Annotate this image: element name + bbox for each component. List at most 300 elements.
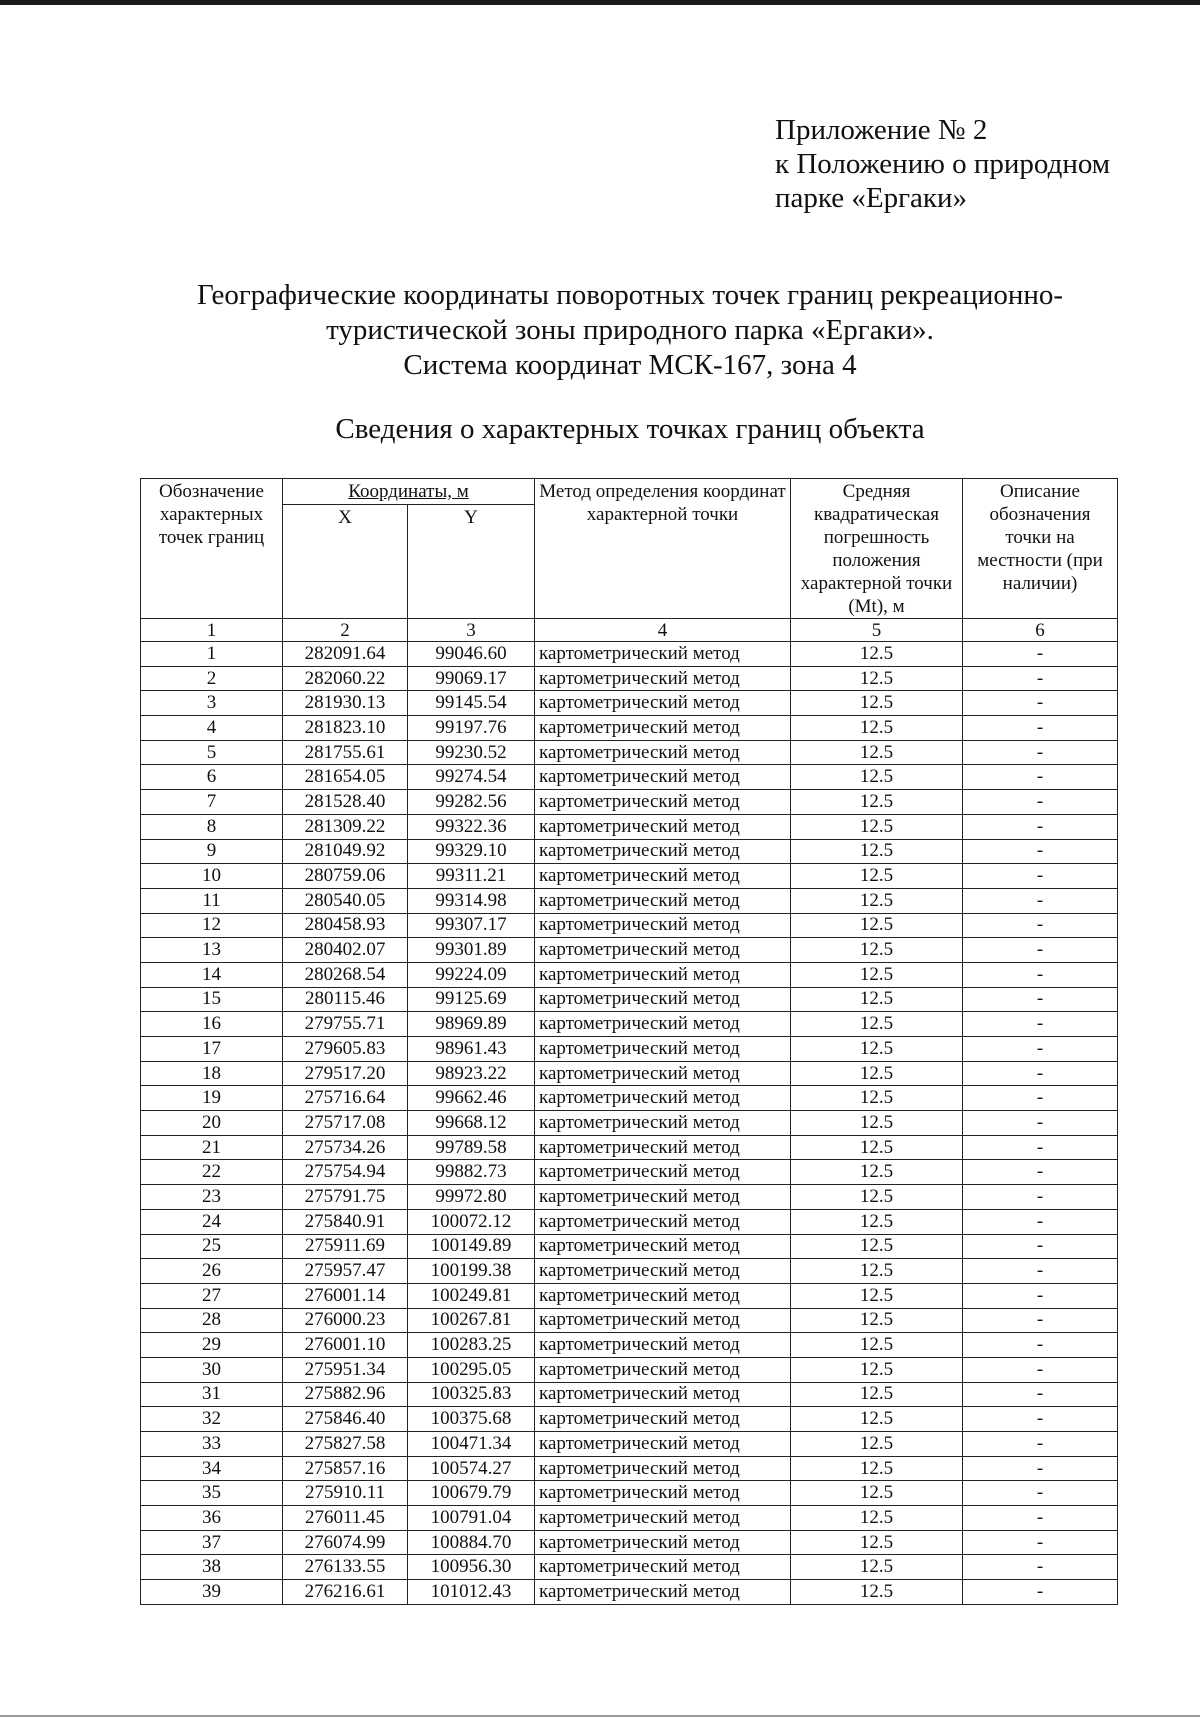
error-cell: 12.5 — [791, 1012, 963, 1037]
y-coordinate-cell: 98969.89 — [408, 1012, 535, 1037]
point-number-cell: 1 — [141, 642, 283, 667]
error-cell: 12.5 — [791, 913, 963, 938]
y-coordinate-cell: 98961.43 — [408, 1037, 535, 1062]
table-row — [141, 790, 1118, 815]
description-cell: - — [963, 1111, 1118, 1136]
description-cell: - — [963, 839, 1118, 864]
column-number: 6 — [963, 619, 1118, 642]
point-number-cell: 19 — [141, 1086, 283, 1111]
appendix-note — [775, 113, 1110, 215]
x-coordinate-cell: 276011.45 — [283, 1506, 408, 1531]
error-cell: 12.5 — [791, 1135, 963, 1160]
description-cell: - — [963, 864, 1118, 889]
x-coordinate-cell: 275840.91 — [283, 1209, 408, 1234]
table-row — [141, 740, 1118, 765]
y-coordinate-cell: 100072.12 — [408, 1209, 535, 1234]
method-cell: картометрический метод — [535, 1308, 791, 1333]
y-coordinate-cell: 99662.46 — [408, 1086, 535, 1111]
point-number-cell: 22 — [141, 1160, 283, 1185]
method-cell: картометрический метод — [535, 1432, 791, 1457]
table-row — [141, 1481, 1118, 1506]
description-cell: - — [963, 765, 1118, 790]
x-coordinate-cell: 280402.07 — [283, 938, 408, 963]
point-number-cell: 33 — [141, 1432, 283, 1457]
table-row — [141, 1012, 1118, 1037]
point-number-cell: 6 — [141, 765, 283, 790]
point-number-cell: 21 — [141, 1135, 283, 1160]
header-designation: Обозначение характерных точек границ — [141, 479, 283, 619]
column-number: 4 — [535, 619, 791, 642]
y-coordinate-cell: 100149.89 — [408, 1234, 535, 1259]
x-coordinate-cell: 279517.20 — [283, 1061, 408, 1086]
description-cell: - — [963, 987, 1118, 1012]
x-coordinate-cell: 281755.61 — [283, 740, 408, 765]
error-cell: 12.5 — [791, 642, 963, 667]
table-row — [141, 716, 1118, 741]
point-number-cell: 20 — [141, 1111, 283, 1136]
point-number-cell: 26 — [141, 1259, 283, 1284]
point-number-cell: 2 — [141, 666, 283, 691]
error-cell: 12.5 — [791, 1481, 963, 1506]
x-coordinate-cell: 275754.94 — [283, 1160, 408, 1185]
y-coordinate-cell: 99046.60 — [408, 642, 535, 667]
point-number-cell: 24 — [141, 1209, 283, 1234]
method-cell: картометрический метод — [535, 1135, 791, 1160]
method-cell: картометрический метод — [535, 1456, 791, 1481]
error-cell: 12.5 — [791, 1037, 963, 1062]
method-cell: картометрический метод — [535, 864, 791, 889]
x-coordinate-cell: 280540.05 — [283, 888, 408, 913]
point-number-cell: 10 — [141, 864, 283, 889]
x-coordinate-cell: 275857.16 — [283, 1456, 408, 1481]
error-cell: 12.5 — [791, 1382, 963, 1407]
y-coordinate-cell: 100471.34 — [408, 1432, 535, 1457]
table-row — [141, 1259, 1118, 1284]
method-cell: картометрический метод — [535, 1481, 791, 1506]
table-body — [141, 642, 1118, 1605]
point-number-cell: 25 — [141, 1234, 283, 1259]
method-cell: картометрический метод — [535, 1111, 791, 1136]
y-coordinate-cell: 99274.54 — [408, 765, 535, 790]
y-coordinate-cell: 99224.09 — [408, 962, 535, 987]
error-cell: 12.5 — [791, 814, 963, 839]
y-coordinate-cell: 99069.17 — [408, 666, 535, 691]
x-coordinate-cell: 280458.93 — [283, 913, 408, 938]
header-description: Описание обозначения точки на местности (при наличии) — [963, 479, 1118, 619]
error-cell: 12.5 — [791, 1333, 963, 1358]
x-coordinate-cell: 281654.05 — [283, 765, 408, 790]
x-coordinate-cell: 281528.40 — [283, 790, 408, 815]
y-coordinate-cell: 99668.12 — [408, 1111, 535, 1136]
method-cell: картометрический метод — [535, 716, 791, 741]
description-cell: - — [963, 666, 1118, 691]
description-cell: - — [963, 1061, 1118, 1086]
table-row — [141, 864, 1118, 889]
appendix-line-3: парке «Ергаки» — [775, 182, 967, 214]
method-cell: картометрический метод — [535, 1037, 791, 1062]
method-cell: картометрический метод — [535, 1555, 791, 1580]
document-title — [130, 278, 1130, 383]
point-number-cell: 23 — [141, 1185, 283, 1210]
x-coordinate-cell: 280115.46 — [283, 987, 408, 1012]
description-cell: - — [963, 716, 1118, 741]
error-cell: 12.5 — [791, 1086, 963, 1111]
table-row — [141, 765, 1118, 790]
point-number-cell: 27 — [141, 1283, 283, 1308]
description-cell: - — [963, 1432, 1118, 1457]
table-row — [141, 1209, 1118, 1234]
description-cell: - — [963, 1185, 1118, 1210]
y-coordinate-cell: 98923.22 — [408, 1061, 535, 1086]
error-cell: 12.5 — [791, 1160, 963, 1185]
method-cell: картометрический метод — [535, 1407, 791, 1432]
x-coordinate-cell: 275957.47 — [283, 1259, 408, 1284]
description-cell: - — [963, 1209, 1118, 1234]
y-coordinate-cell: 99322.36 — [408, 814, 535, 839]
header-method: Метод определения координат характерной точки — [535, 479, 791, 619]
y-coordinate-cell: 100295.05 — [408, 1357, 535, 1382]
x-coordinate-cell: 276001.10 — [283, 1333, 408, 1358]
column-number: 5 — [791, 619, 963, 642]
title-line-3: Система координат МСК-167, зона 4 — [403, 349, 857, 381]
x-coordinate-cell: 281823.10 — [283, 716, 408, 741]
table-row — [141, 1506, 1118, 1531]
description-cell: - — [963, 1308, 1118, 1333]
table-row — [141, 913, 1118, 938]
x-coordinate-cell: 282060.22 — [283, 666, 408, 691]
method-cell: картометрический метод — [535, 839, 791, 864]
method-cell: картометрический метод — [535, 1283, 791, 1308]
description-cell: - — [963, 1234, 1118, 1259]
description-cell: - — [963, 642, 1118, 667]
x-coordinate-cell: 275910.11 — [283, 1481, 408, 1506]
point-number-cell: 16 — [141, 1012, 283, 1037]
method-cell: картометрический метод — [535, 888, 791, 913]
y-coordinate-cell: 99882.73 — [408, 1160, 535, 1185]
description-cell: - — [963, 1333, 1118, 1358]
x-coordinate-cell: 280268.54 — [283, 962, 408, 987]
y-coordinate-cell: 100574.27 — [408, 1456, 535, 1481]
column-number: 3 — [408, 619, 535, 642]
error-cell: 12.5 — [791, 1432, 963, 1457]
table-row — [141, 1160, 1118, 1185]
table-row — [141, 1111, 1118, 1136]
point-number-cell: 35 — [141, 1481, 283, 1506]
description-cell: - — [963, 1160, 1118, 1185]
point-number-cell: 39 — [141, 1580, 283, 1605]
description-cell: - — [963, 814, 1118, 839]
method-cell: картометрический метод — [535, 1382, 791, 1407]
point-number-cell: 28 — [141, 1308, 283, 1333]
point-number-cell: 18 — [141, 1061, 283, 1086]
error-cell: 12.5 — [791, 790, 963, 815]
description-cell: - — [963, 1086, 1118, 1111]
table-row — [141, 1530, 1118, 1555]
error-cell: 12.5 — [791, 1308, 963, 1333]
description-cell: - — [963, 1012, 1118, 1037]
method-cell: картометрический метод — [535, 1160, 791, 1185]
error-cell: 12.5 — [791, 716, 963, 741]
table-row — [141, 1357, 1118, 1382]
y-coordinate-cell: 100956.30 — [408, 1555, 535, 1580]
y-coordinate-cell: 99230.52 — [408, 740, 535, 765]
method-cell: картометрический метод — [535, 1333, 791, 1358]
description-cell: - — [963, 913, 1118, 938]
y-coordinate-cell: 100267.81 — [408, 1308, 535, 1333]
table-row — [141, 1061, 1118, 1086]
page-top-edge — [0, 0, 1200, 5]
point-number-cell: 13 — [141, 938, 283, 963]
error-cell: 12.5 — [791, 1555, 963, 1580]
table-row — [141, 1432, 1118, 1457]
x-coordinate-cell: 281049.92 — [283, 839, 408, 864]
point-number-cell: 38 — [141, 1555, 283, 1580]
error-cell: 12.5 — [791, 1283, 963, 1308]
appendix-line-1: Приложение № 2 — [775, 114, 988, 146]
error-cell: 12.5 — [791, 839, 963, 864]
header-error: Средняя квадратическая погрешность положения характерной точки (Mt), м — [791, 479, 963, 619]
table-row — [141, 962, 1118, 987]
point-number-cell: 29 — [141, 1333, 283, 1358]
method-cell: картометрический метод — [535, 1580, 791, 1605]
error-cell: 12.5 — [791, 1530, 963, 1555]
method-cell: картометрический метод — [535, 691, 791, 716]
y-coordinate-cell: 100679.79 — [408, 1481, 535, 1506]
header-coordinates-label: Координаты, м — [348, 481, 469, 502]
table-row — [141, 1283, 1118, 1308]
error-cell: 12.5 — [791, 987, 963, 1012]
column-number-row — [141, 619, 1118, 642]
error-cell: 12.5 — [791, 1357, 963, 1382]
error-cell: 12.5 — [791, 1407, 963, 1432]
point-number-cell: 12 — [141, 913, 283, 938]
error-cell: 12.5 — [791, 740, 963, 765]
error-cell: 12.5 — [791, 1259, 963, 1284]
method-cell: картометрический метод — [535, 1530, 791, 1555]
x-coordinate-cell: 275717.08 — [283, 1111, 408, 1136]
x-coordinate-cell: 275882.96 — [283, 1382, 408, 1407]
description-cell: - — [963, 1357, 1118, 1382]
x-coordinate-cell: 276001.14 — [283, 1283, 408, 1308]
method-cell: картометрический метод — [535, 1357, 791, 1382]
y-coordinate-cell: 100283.25 — [408, 1333, 535, 1358]
table-row — [141, 1382, 1118, 1407]
error-cell: 12.5 — [791, 1580, 963, 1605]
method-cell: картометрический метод — [535, 1061, 791, 1086]
header-x: X — [283, 504, 408, 618]
header-coordinates — [283, 479, 535, 505]
x-coordinate-cell: 276000.23 — [283, 1308, 408, 1333]
point-number-cell: 32 — [141, 1407, 283, 1432]
table-row — [141, 1185, 1118, 1210]
table-row — [141, 987, 1118, 1012]
x-coordinate-cell: 275791.75 — [283, 1185, 408, 1210]
description-cell: - — [963, 1037, 1118, 1062]
error-cell: 12.5 — [791, 765, 963, 790]
x-coordinate-cell: 275911.69 — [283, 1234, 408, 1259]
table-row — [141, 1086, 1118, 1111]
x-coordinate-cell: 280759.06 — [283, 864, 408, 889]
table-row — [141, 1555, 1118, 1580]
table-row — [141, 642, 1118, 667]
title-line-1: Географические координаты поворотных точек границ рекреационно- — [196, 279, 1064, 311]
description-cell: - — [963, 962, 1118, 987]
y-coordinate-cell: 100791.04 — [408, 1506, 535, 1531]
appendix-line-2: к Положению о природном — [775, 148, 1111, 180]
description-cell: - — [963, 740, 1118, 765]
y-coordinate-cell: 100375.68 — [408, 1407, 535, 1432]
description-cell: - — [963, 1530, 1118, 1555]
x-coordinate-cell: 276216.61 — [283, 1580, 408, 1605]
x-coordinate-cell: 275846.40 — [283, 1407, 408, 1432]
table-row — [141, 1580, 1118, 1605]
description-cell: - — [963, 691, 1118, 716]
x-coordinate-cell: 276133.55 — [283, 1555, 408, 1580]
table-row — [141, 938, 1118, 963]
point-number-cell: 15 — [141, 987, 283, 1012]
error-cell: 12.5 — [791, 962, 963, 987]
point-number-cell: 30 — [141, 1357, 283, 1382]
description-cell: - — [963, 938, 1118, 963]
description-cell: - — [963, 1382, 1118, 1407]
y-coordinate-cell: 99301.89 — [408, 938, 535, 963]
y-coordinate-cell: 99145.54 — [408, 691, 535, 716]
point-number-cell: 17 — [141, 1037, 283, 1062]
method-cell: картометрический метод — [535, 1209, 791, 1234]
y-coordinate-cell: 99125.69 — [408, 987, 535, 1012]
description-cell: - — [963, 1555, 1118, 1580]
x-coordinate-cell: 281309.22 — [283, 814, 408, 839]
x-coordinate-cell: 279605.83 — [283, 1037, 408, 1062]
error-cell: 12.5 — [791, 1209, 963, 1234]
table-row — [141, 1456, 1118, 1481]
point-number-cell: 7 — [141, 790, 283, 815]
title-line-2: туристической зоны природного парка «Ергаки». — [326, 314, 934, 346]
table-row — [141, 1308, 1118, 1333]
error-cell: 12.5 — [791, 1506, 963, 1531]
x-coordinate-cell: 282091.64 — [283, 642, 408, 667]
method-cell: картометрический метод — [535, 814, 791, 839]
description-cell: - — [963, 790, 1118, 815]
method-cell: картометрический метод — [535, 1234, 791, 1259]
method-cell: картометрический метод — [535, 790, 791, 815]
method-cell: картометрический метод — [535, 1086, 791, 1111]
page-bottom-edge — [0, 1715, 1200, 1717]
point-number-cell: 8 — [141, 814, 283, 839]
point-number-cell: 31 — [141, 1382, 283, 1407]
y-coordinate-cell: 100249.81 — [408, 1283, 535, 1308]
method-cell: картометрический метод — [535, 1506, 791, 1531]
error-cell: 12.5 — [791, 1111, 963, 1136]
y-coordinate-cell: 100325.83 — [408, 1382, 535, 1407]
y-coordinate-cell: 99972.80 — [408, 1185, 535, 1210]
table-row — [141, 691, 1118, 716]
y-coordinate-cell: 99197.76 — [408, 716, 535, 741]
error-cell: 12.5 — [791, 938, 963, 963]
error-cell: 12.5 — [791, 864, 963, 889]
description-cell: - — [963, 1506, 1118, 1531]
x-coordinate-cell: 275951.34 — [283, 1357, 408, 1382]
description-cell: - — [963, 1259, 1118, 1284]
error-cell: 12.5 — [791, 1234, 963, 1259]
description-cell: - — [963, 1580, 1118, 1605]
x-coordinate-cell: 275734.26 — [283, 1135, 408, 1160]
table-row — [141, 814, 1118, 839]
error-cell: 12.5 — [791, 691, 963, 716]
description-cell: - — [963, 1135, 1118, 1160]
method-cell: картометрический метод — [535, 740, 791, 765]
description-cell: - — [963, 1407, 1118, 1432]
y-coordinate-cell: 99311.21 — [408, 864, 535, 889]
error-cell: 12.5 — [791, 1456, 963, 1481]
method-cell: картометрический метод — [535, 1259, 791, 1284]
x-coordinate-cell: 279755.71 — [283, 1012, 408, 1037]
table-row — [141, 1407, 1118, 1432]
y-coordinate-cell: 99329.10 — [408, 839, 535, 864]
y-coordinate-cell: 99282.56 — [408, 790, 535, 815]
point-number-cell: 5 — [141, 740, 283, 765]
error-cell: 12.5 — [791, 666, 963, 691]
table-caption: Сведения о характерных точках границ объекта — [335, 413, 925, 445]
y-coordinate-cell: 101012.43 — [408, 1580, 535, 1605]
point-number-cell: 4 — [141, 716, 283, 741]
point-number-cell: 11 — [141, 888, 283, 913]
method-cell: картометрический метод — [535, 642, 791, 667]
point-number-cell: 37 — [141, 1530, 283, 1555]
table-row — [141, 839, 1118, 864]
point-number-cell: 36 — [141, 1506, 283, 1531]
description-cell: - — [963, 1283, 1118, 1308]
table-row — [141, 666, 1118, 691]
column-number: 2 — [283, 619, 408, 642]
table-row — [141, 1037, 1118, 1062]
y-coordinate-cell: 99314.98 — [408, 888, 535, 913]
table-row — [141, 1333, 1118, 1358]
x-coordinate-cell: 275716.64 — [283, 1086, 408, 1111]
point-number-cell: 9 — [141, 839, 283, 864]
y-coordinate-cell: 100884.70 — [408, 1530, 535, 1555]
method-cell: картометрический метод — [535, 962, 791, 987]
x-coordinate-cell: 275827.58 — [283, 1432, 408, 1457]
error-cell: 12.5 — [791, 888, 963, 913]
description-cell: - — [963, 1456, 1118, 1481]
method-cell: картометрический метод — [535, 913, 791, 938]
method-cell: картометрический метод — [535, 987, 791, 1012]
header-y: Y — [408, 504, 535, 618]
table-row — [141, 888, 1118, 913]
method-cell: картометрический метод — [535, 765, 791, 790]
point-number-cell: 14 — [141, 962, 283, 987]
method-cell: картометрический метод — [535, 938, 791, 963]
coordinates-table — [140, 478, 1118, 1605]
y-coordinate-cell: 99789.58 — [408, 1135, 535, 1160]
y-coordinate-cell: 100199.38 — [408, 1259, 535, 1284]
error-cell: 12.5 — [791, 1061, 963, 1086]
column-number: 1 — [141, 619, 283, 642]
method-cell: картометрический метод — [535, 1012, 791, 1037]
x-coordinate-cell: 281930.13 — [283, 691, 408, 716]
table-row — [141, 1234, 1118, 1259]
error-cell: 12.5 — [791, 1185, 963, 1210]
method-cell: картометрический метод — [535, 1185, 791, 1210]
method-cell: картометрический метод — [535, 666, 791, 691]
x-coordinate-cell: 276074.99 — [283, 1530, 408, 1555]
description-cell: - — [963, 888, 1118, 913]
point-number-cell: 34 — [141, 1456, 283, 1481]
description-cell: - — [963, 1481, 1118, 1506]
y-coordinate-cell: 99307.17 — [408, 913, 535, 938]
point-number-cell: 3 — [141, 691, 283, 716]
